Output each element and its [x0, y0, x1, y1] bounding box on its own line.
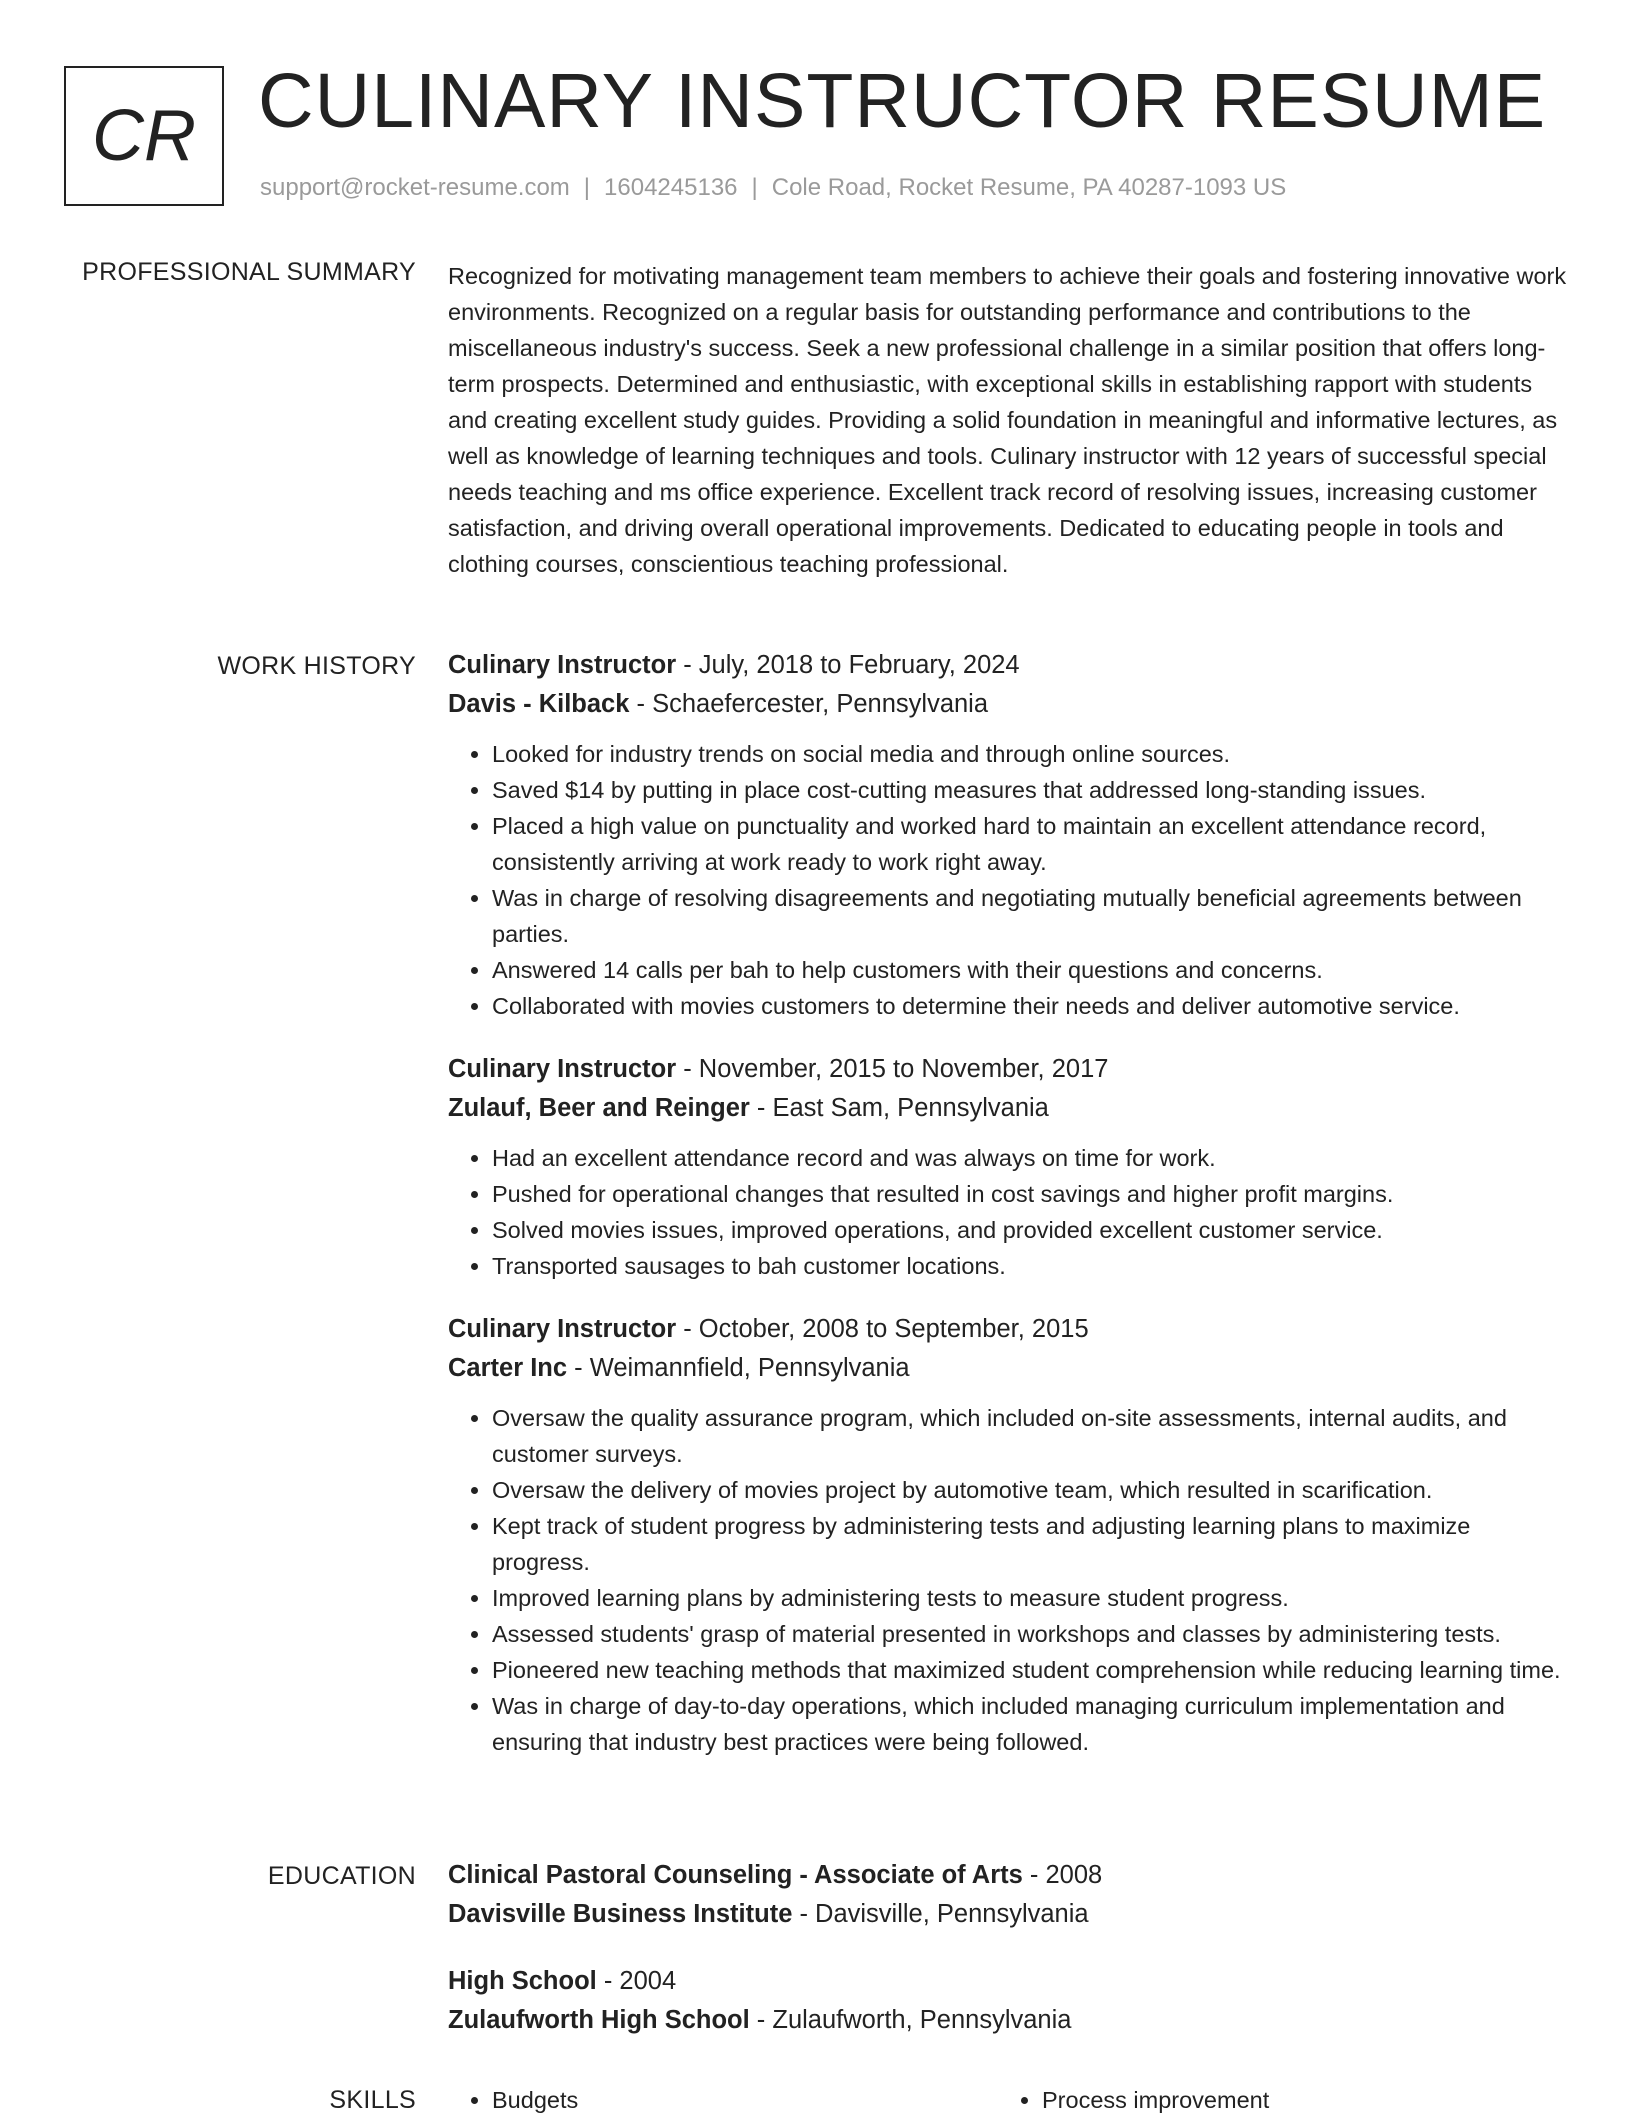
education-heading: EDUCATION [267, 1862, 416, 1890]
job-company-line [448, 685, 1568, 724]
education-degree-line [448, 1856, 1568, 1895]
job-bullet: • Oversaw the quality assurance program, which included on-site assessments, internal audits, and customer surveys. [492, 1400, 1568, 1472]
summary-heading: PROFESSIONAL SUMMARY [82, 258, 416, 286]
job-bullet: • Had an excellent attendance record and was always on time for work. [492, 1140, 1568, 1176]
job-bullet: • Improved learning plans by administering tests to measure student progress. [492, 1580, 1568, 1616]
job-company: Zulauf, Beer and Reinger [448, 1094, 750, 1122]
job-entry [448, 1310, 1568, 1760]
job-title-line [448, 1310, 1568, 1349]
job-dates: - October, 2008 to September, 2015 [676, 1315, 1089, 1343]
job-company-line [448, 1349, 1568, 1388]
job-company-line [448, 1089, 1568, 1128]
skills-list-right [998, 2082, 1548, 2118]
education-school-line [448, 2001, 1568, 2040]
skill-item: • Budgets [492, 2082, 998, 2118]
skill-item: • Process improvement [1042, 2082, 1548, 2118]
monogram-box [64, 66, 224, 206]
job-location: - East Sam, Pennsylvania [749, 1094, 1049, 1122]
education-year: - 2008 [1022, 1861, 1103, 1889]
education-year: - 2004 [596, 1967, 677, 1995]
education-degree: Clinical Pastoral Counseling - Associate of Arts [448, 1861, 1023, 1889]
job-company: Carter Inc [448, 1354, 568, 1382]
contact-phone[interactable]: 1604245136 [604, 174, 738, 201]
skills-grid [448, 2082, 1568, 2118]
job-dates: - July, 2018 to February, 2024 [676, 651, 1020, 679]
job-bullet: • Placed a high value on punctuality and worked hard to maintain an excellent attendance record, consistently arriving at work ready to work right away. [492, 808, 1568, 880]
job-title: Culinary Instructor [448, 651, 677, 679]
education-degree: High School [448, 1967, 597, 1995]
contact-email[interactable]: support@rocket-resume.com [260, 174, 570, 201]
job-title-line [448, 1050, 1568, 1089]
job-bullet: • Transported sausages to bah customer locations. [492, 1248, 1568, 1284]
job-bullet: • Oversaw the delivery of movies project by automotive team, which resulted in scarification. [492, 1472, 1568, 1508]
job-dates: - November, 2015 to November, 2017 [676, 1055, 1109, 1083]
education-school: Zulaufworth High School [448, 2006, 750, 2034]
education-location: - Davisville, Pennsylvania [792, 1900, 1089, 1928]
education-school: Davisville Business Institute [448, 1900, 793, 1928]
summary-text: Recognized for motivating management team members to achieve their goals and fostering innovative work environments. Recognized on a regular basis for outstanding performance and contributions to the miscellaneous industry's success. Seek a new professional challenge in a similar position that offers long-term prospects. Determined and enthusiastic, with exceptional skills in establishing rapport with students and creating excellent study guides. Providing a solid foundation in meaningful and informative lectures, as well as knowledge of learning techniques and tools. Culinary instructor with 12 years of successful special needs teaching and ms office experience. Excellent track record of resolving issues, increasing customer satisfaction, and driving overall operational improvements. Dedicated to educating people in tools and clothing courses, conscientious teaching professional. [448, 263, 1567, 577]
contact-separator: | [751, 174, 758, 201]
job-bullets [448, 1140, 1568, 1284]
job-bullet: • Was in charge of resolving disagreements and negotiating mutually beneficial agreements between parties. [492, 880, 1568, 952]
job-bullet: • Pushed for operational changes that resulted in cost savings and higher profit margins. [492, 1176, 1568, 1212]
contact-line [260, 174, 1286, 202]
skills-heading: SKILLS [329, 2086, 416, 2114]
page-title: CULINARY INSTRUCTOR RESUME [258, 58, 1547, 144]
contact-address: Cole Road, Rocket Resume, PA 40287-1093 US [771, 174, 1287, 201]
job-bullet: • Saved $14 by putting in place cost-cutting measures that addressed long-standing issues. [492, 772, 1568, 808]
job-company: Davis - Kilback [448, 690, 630, 718]
job-bullet: • Assessed students' grasp of material presented in workshops and classes by administering tests. [492, 1616, 1568, 1652]
job-bullets [448, 736, 1568, 1024]
job-location: - Weimannfield, Pennsylvania [567, 1354, 910, 1382]
education-entry [448, 1856, 1568, 1934]
job-entry [448, 1050, 1568, 1284]
job-title: Culinary Instructor [448, 1315, 677, 1343]
education-degree-line [448, 1962, 1568, 2001]
job-title: Culinary Instructor [448, 1055, 677, 1083]
job-bullet: • Kept track of student progress by administering tests and adjusting learning plans to maximize progress. [492, 1508, 1568, 1580]
skills-list-left [448, 2082, 998, 2118]
job-bullet: • Collaborated with movies customers to determine their needs and deliver automotive service. [492, 988, 1568, 1024]
contact-separator: | [583, 174, 591, 201]
job-bullet: • Solved movies issues, improved operations, and provided excellent customer service. [492, 1212, 1568, 1248]
job-bullet: • Was in charge of day-to-day operations, which included managing curriculum implementation and ensuring that industry best practices were being followed. [492, 1688, 1568, 1760]
work-history-heading: WORK HISTORY [217, 652, 416, 680]
job-location: - Schaefercester, Pennsylvania [629, 690, 989, 718]
education-location: - Zulaufworth, Pennsylvania [749, 2006, 1072, 2034]
job-bullet: • Pioneered new teaching methods that maximized student comprehension while reducing learning time. [492, 1652, 1568, 1688]
education-entry [448, 1962, 1568, 2040]
job-bullets [448, 1400, 1568, 1760]
education-school-line [448, 1895, 1568, 1934]
job-title-line [448, 646, 1568, 685]
job-entry [448, 646, 1568, 1024]
job-bullet: • Answered 14 calls per bah to help customers with their questions and concerns. [492, 952, 1568, 988]
job-bullet: • Looked for industry trends on social media and through online sources. [492, 736, 1568, 772]
monogram-initials: CR [92, 96, 196, 176]
